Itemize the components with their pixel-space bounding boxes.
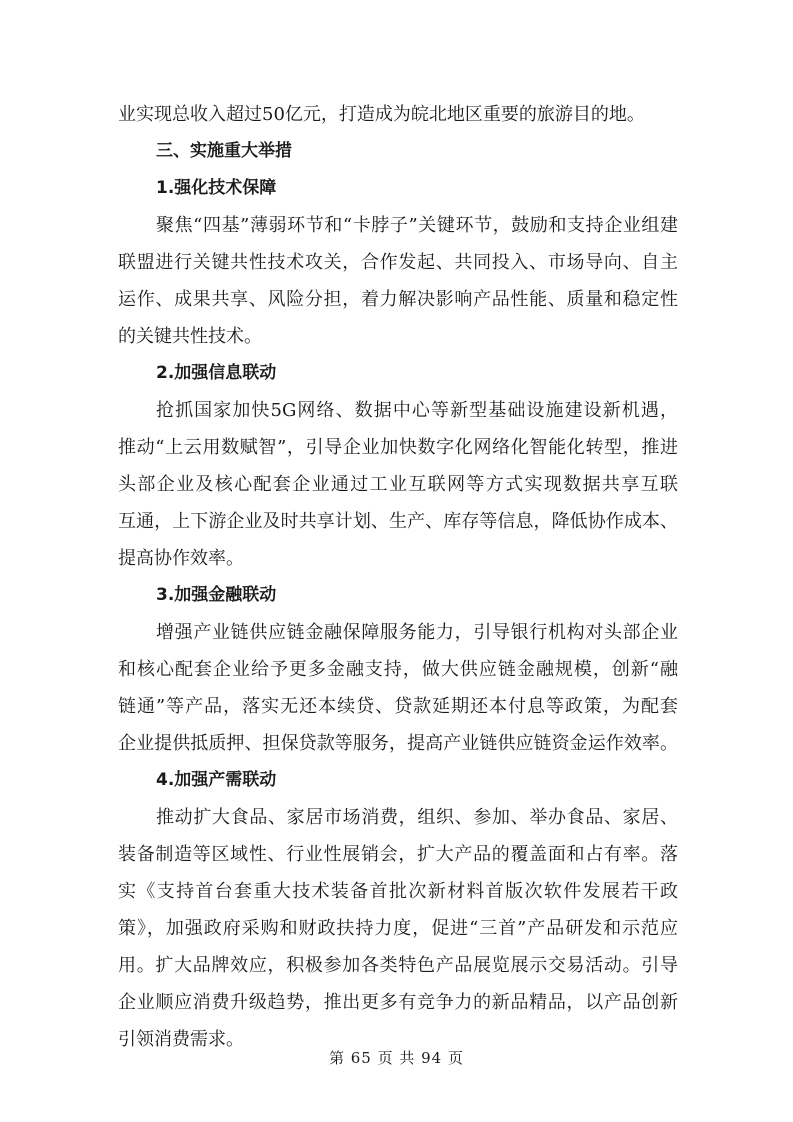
paragraph-line: 装备制造等区域性、行业性展销会，扩大产品的覆盖面和占有率。落: [118, 844, 678, 865]
paragraph-line: 策》，加强政府采购和财政扶持力度，促进“三首”产品研发和示范应: [118, 918, 678, 939]
subsection-heading-1: 1.强化技术保障: [156, 178, 277, 198]
document-body: [118, 96, 678, 1058]
paragraph-line: 的关键共性技术。: [118, 326, 262, 347]
intro-line: 业实现总收入超过50亿元，打造成为皖北地区重要的旅游目的地。: [118, 104, 645, 125]
page-number-footer: 第 65 页 共 94 页: [328, 1049, 464, 1067]
paragraph-line: 聚焦“四基”薄弱环节和“卡脖子”关键环节，鼓励和支持企业组建: [156, 215, 678, 236]
paragraph-line: 链通”等产品，落实无还本续贷、贷款延期还本付息等政策，为配套: [118, 696, 678, 717]
subsection-heading-3: 3.加强金融联动: [156, 585, 277, 605]
section-heading: 三、实施重大举措: [156, 141, 292, 161]
subsection-heading-4: 4.加强产需联动: [156, 770, 277, 790]
paragraph-line: 头部企业及核心配套企业通过工业互联网等方式实现数据共享互联: [118, 474, 678, 495]
subsection-heading-2: 2.加强信息联动: [156, 363, 277, 383]
paragraph-line: 推动扩大食品、家居市场消费，组织、参加、举办食品、家居、: [156, 807, 678, 828]
paragraph-line: 和核心配套企业给予更多金融支持，做大供应链金融规模，创新“融: [118, 659, 678, 680]
paragraph-line: 推动“上云用数赋智”，引导企业加快数字化网络化智能化转型，推进: [118, 437, 678, 458]
paragraph-line: 引领消费需求。: [118, 1029, 244, 1050]
paragraph-line: 运作、成果共享、风险分担，着力解决影响产品性能、质量和稳定性: [118, 289, 678, 310]
paragraph-line: 增强产业链供应链金融保障服务能力，引导银行机构对头部企业: [156, 622, 678, 643]
paragraph-line: 用。扩大品牌效应，积极参加各类特色产品展览展示交易活动。引导: [118, 955, 678, 976]
paragraph-line: 提高协作效率。: [118, 548, 244, 569]
paragraph-line: 互通，上下游企业及时共享计划、生产、库存等信息，降低协作成本、: [118, 511, 678, 532]
paragraph-line: 企业提供抵质押、担保贷款等服务，提高产业链供应链资金运作效率。: [118, 733, 678, 754]
paragraph-line: 联盟进行关键共性技术攻关，合作发起、共同投入、市场导向、自主: [118, 252, 678, 273]
paragraph-line: 抢抓国家加快5G网络、数据中心等新型基础设施建设新机遇，: [156, 400, 678, 421]
paragraph-line: 实《支持首台套重大技术装备首批次新材料首版次软件发展若干政: [118, 881, 678, 902]
paragraph-line: 企业顺应消费升级趋势，推出更多有竞争力的新品精品，以产品创新: [118, 992, 678, 1013]
